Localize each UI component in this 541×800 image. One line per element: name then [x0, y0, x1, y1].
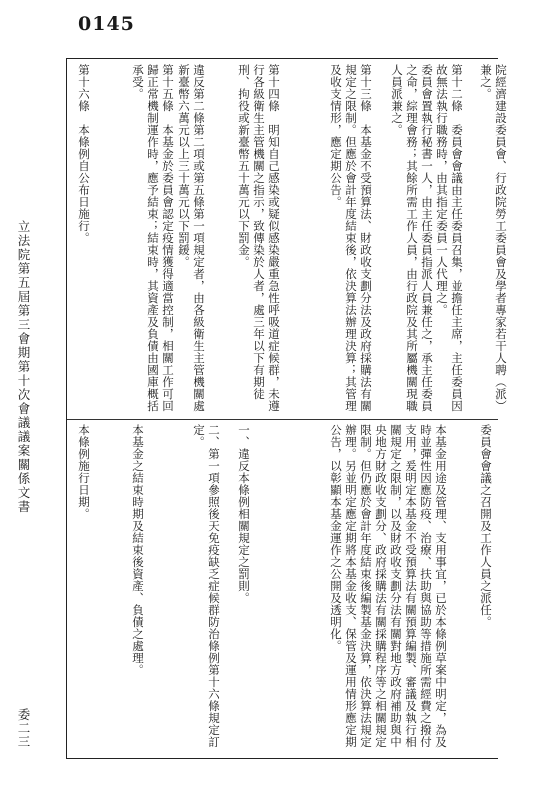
article-13-text: 第十三條 本基金不受預算法、財政收支劃分法及政府採購法有關規定之限制。但應於會計年度結束後，依決算法辦理決算；其管理及收支情形，應定期公告。 [329, 64, 373, 412]
table-left-rule [66, 58, 67, 758]
article-14-paragraph-2: 違反第二條第二項或第五條第一項規定者，由各級衛生主管機關處新臺幣六萬元以上三十萬元以下罰鍰。 [177, 64, 206, 412]
running-header: 立法院第五屆第三會期第十次會議議案關係文書 [16, 220, 31, 514]
comparison-table [66, 58, 508, 758]
article-15-text: 第十五條 本基金於委員會認定疫情獲得適當控制，相關工作可回歸正常機制運作時，應予結束；結束時，其資產及負債由國庫概括承受。 [131, 64, 175, 412]
article-12-paragraph-2: 委員會置執行秘書一人，由主任委員指派人員兼任之，承主任委員之命，綜理會務；其餘所需工作人員，由行政院及其所屬機關現職人員派兼之。 [390, 64, 434, 412]
explanation-article-13: 本基金用途及管理、支用事宜，已於本條例草案中明定，為及時並彈性因應防疫、治療、扶助與協助等措施所需經費之撥付支用，爰明定本基金不受預算法有關預算編製、審議及執行相關規定之限制，以及財政收支劃分法有關對地方政府補助與中央地方財政收支劃分、政府採購法有關採購程序等之相關規定限制。但仍應於會計年度結束後編製基金決算，依決算法規定辦理。另並明定應定期將本基金收支、保管及運用情形應定期公告，以彰顯本基金運作之公開及透明化。 [329, 424, 448, 748]
article-12-text: 第十二條 委員會會議由主任委員召集，並擔任主席，主任委員因故無法執行職務時，由其指定委員一人代理之。 [435, 64, 464, 412]
page-code: 委二三 [16, 708, 31, 749]
page-number: 0145 [78, 13, 135, 35]
explanation-article-14-item-2: 二、第一項參照後天免疫缺乏症候群防治條例第十六條規定訂定。 [192, 424, 221, 748]
table-top-rule [66, 58, 498, 59]
explanation-article-12: 委員會會議之召開及工作人員之派任。 [479, 424, 493, 628]
explanation-article-14-item-1: 一、違反本條例相關規定之罰則。 [237, 424, 251, 604]
table-middle-rule [66, 419, 498, 420]
table-bottom-rule [66, 758, 498, 759]
article-text-column: 院經濟建設委員會、行政院勞工委員會及學者專家若干人聘（派）兼之。 [479, 64, 508, 412]
article-14-text: 第十四條 明知自己感染或疑似感染嚴重急性呼吸道症候群，未遵行各級衛生主管機關之指示，致傳染於人者，處三年以下有期徒刑、拘役或新臺幣五十萬元以下罰金。 [237, 64, 281, 412]
explanation-article-15: 本基金之結束時期及結束後資產、負債之處理。 [131, 424, 145, 676]
explanation-article-16: 本條例施行日期。 [77, 424, 91, 520]
article-16-text: 第十六條 本條例自公布日施行。 [77, 64, 91, 244]
